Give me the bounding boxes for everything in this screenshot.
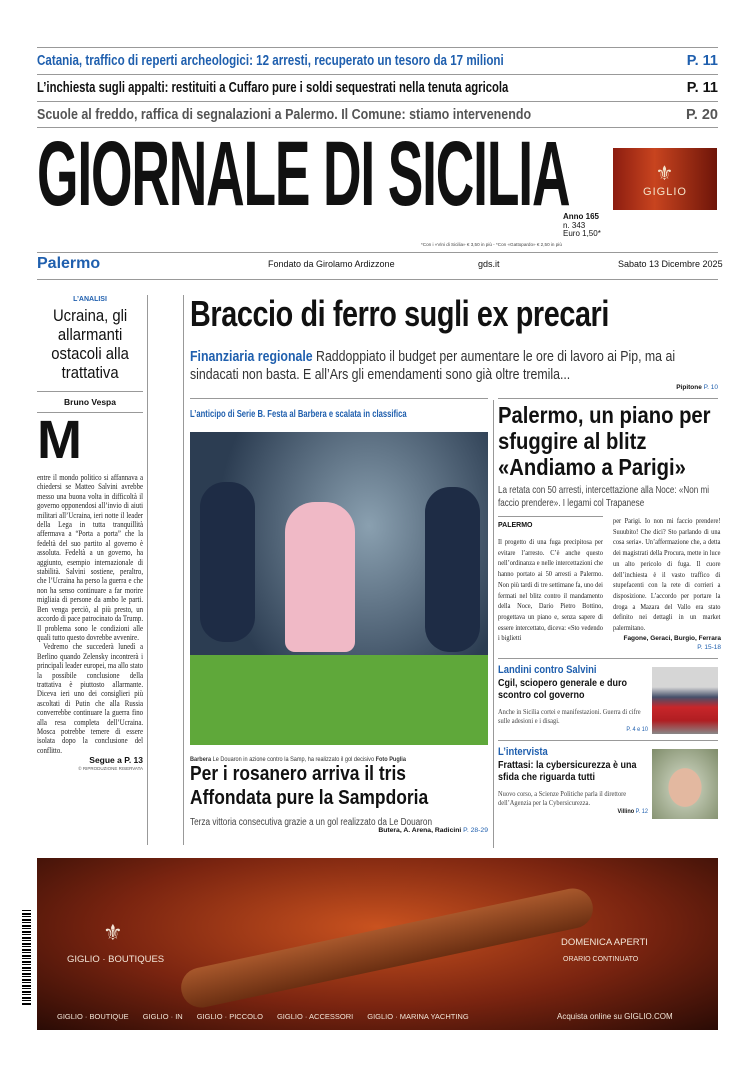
lead-article[interactable] [190, 292, 718, 392]
teaser-text: L’inchiesta sugli appalti: restituiti a Cuffaro pure i soldi sequestrati nella tenuta agricola [37, 80, 509, 96]
lily-icon: ⚜ [655, 162, 675, 185]
football-photo[interactable] [190, 432, 488, 745]
page-ref: P. 4 e 10 [626, 725, 648, 733]
ad-open: DOMENICA APERTI [561, 937, 648, 948]
page-ref: P. 12 [635, 807, 648, 815]
sport-summary: Terza vittoria consecutiva grazie a un gol realizzato da Le Douaron [190, 817, 433, 828]
photo-credit: Foto Puglia [375, 756, 406, 763]
dateline: PALERMO [498, 522, 533, 529]
intervista-headline: Frattasi: la cybersicurezza è una sfida che riguarda tutti [498, 758, 637, 784]
caption-place: Barbera [190, 756, 212, 763]
caption-text: Le Douaron in azione contro la Samp, ha realizzato il gol decisivo [212, 756, 375, 763]
store: GIGLIO · PICCOLO [196, 1012, 263, 1021]
teaser-page: P. 11 [686, 53, 718, 69]
intervista-article[interactable] [498, 746, 718, 819]
sport-kicker: L’anticipo di Serie B. Festa al Barbera e scalata in classifica [190, 409, 407, 420]
author: Butera, A. Arena, Radicini [378, 827, 462, 834]
lead-summary [190, 348, 717, 384]
issue-info [563, 213, 601, 239]
rights: © RIPRODUZIONE RISERVATA [78, 766, 143, 772]
giglio-advertisement[interactable] [37, 858, 718, 1030]
teaser-text: Catania, traffico di reperti archeologici: 12 arresti, recuperato un tesoro da 17 milioni [37, 53, 504, 69]
store: GIGLIO · IN [142, 1012, 183, 1021]
belt-image [177, 885, 596, 1011]
right-column [498, 402, 721, 819]
kicker: L’ANALISI [73, 296, 107, 303]
teaser-page: P. 20 [686, 106, 718, 123]
cgil-article[interactable] [498, 664, 718, 734]
lead-text: Raddoppiato il budget per aumentare le ore di lavoro ai Pip, ma ai sindacati non basta. E all’Ars gli emendamenti sono già oltre tremila... [190, 349, 676, 383]
author: Villino [617, 807, 635, 815]
sport-headline[interactable]: Per i rosanero arriva il tris Affondata pure la Sampdoria [190, 762, 429, 809]
lead-headline[interactable]: Braccio di ferro sugli ex precari [190, 293, 609, 334]
analisi-body-2: Vedremo che succederà lunedì a Berlino quando Zelensky incontrerà i principali leader europei, ma allo stato la possibile conclusione della trattativa è piuttosto allarmante. Diceva ieri uno dei consiglieri più ascoltati di Putin che alla Russia converrebbe continuare la guerra fino alla resa completa dell’Ucraina. Mosca potrebbe temere di essere isolata dopo la conclusione del conflitto. [37, 641, 144, 755]
teaser-2[interactable] [37, 74, 718, 101]
supplementi: *Con i «Vini di Sicilia» € 3,50 in più - *Con «Gattopardo» € 2,50 in più [421, 242, 562, 247]
page-ref: P. 28-29 [463, 827, 488, 834]
cgil-summary: Anche in Sicilia cortei e manifestazioni. Guerra di cifre sulle adesioni e i disagi. [498, 706, 641, 726]
sport-article[interactable] [190, 404, 488, 835]
lily-icon: ⚜ [103, 920, 123, 945]
ad-online: Acquista online su GIGLIO.COM [557, 1012, 673, 1021]
edition: Palermo [37, 255, 101, 272]
author: Bruno Vespa [64, 397, 116, 407]
blitz-headline[interactable]: Palermo, un piano per sfuggire al blitz «Andiamo a Parigi» [498, 402, 711, 480]
ad-hours: ORARIO CONTINUATO [563, 956, 639, 963]
ad-brand: GIGLIO · BOUTIQUES [67, 954, 165, 965]
kicker: Landini contro Salvini [498, 663, 597, 676]
store: GIGLIO · ACCESSORI [276, 1012, 354, 1021]
page-ref: P. 10 [703, 384, 718, 391]
intervista-summary: Nuovo corso, a Scienze Politiche parla il direttore dell’Agenzia per la Cybersicurezza. [498, 788, 627, 808]
founded: Fondato da Girolamo Ardizzone [268, 259, 395, 269]
author: Pipitone [676, 384, 702, 391]
logo-text: GIGLIO [643, 185, 687, 198]
dropcap: M [37, 410, 82, 470]
teaser-page: P. 11 [686, 80, 718, 96]
cgil-headline: Cgil, sciopero generale e duro scontro col governo [498, 676, 628, 702]
blitz-body [498, 516, 721, 652]
date: Sabato 13 Dicembre 2025 [618, 259, 723, 269]
store: GIGLIO · MARINA YACHTING [367, 1012, 469, 1021]
frattasi-photo [652, 749, 718, 819]
giglio-logo [613, 148, 717, 210]
kicker: L’intervista [498, 745, 548, 758]
author: Fagone, Geraci, Burgio, Ferrara [623, 634, 721, 642]
blitz-summary: La retata con 50 arresti, intercettazione alla Noce: «Non mi faccio prendere». I legami col Trapanese [498, 485, 709, 509]
ad-stores [57, 1012, 469, 1021]
analisi[interactable] [37, 295, 143, 772]
teaser-1[interactable] [37, 47, 718, 74]
teaser-text: Scuole al freddo, raffica di segnalazioni a Palermo. Il Comune: stiamo intervenendo [37, 106, 532, 123]
segue-link[interactable]: Segue a P. 13 [89, 755, 143, 766]
blitz-col-2: per Parigi. Io non mi faccio prendere! Suuubito! Che dici? Sto parlando di una cosa seria». Un’affermazione che, a detta dei magistrati della Procura, mette in luce un alto pericolo di fuga. Il cuore dell’inchiesta è il vasto traffico di stupefacenti con la rete di corrieri a disposizione. L’accordo per portare la droga a Mazara del Vallo era stato definito nei dettagli in un market palermitano. [613, 516, 721, 633]
barcode [22, 910, 31, 1006]
numero: n. 343 [563, 220, 586, 230]
lead-kicker: Finanziaria regionale [190, 349, 313, 365]
page-ref: P. 15-18 [697, 643, 721, 651]
anno: Anno 165 [563, 212, 600, 221]
analisi-body: entre il mondo politico si affannava a chiedersi se Matteo Salvini avrebbe messo una buona volta in difficoltà il governo opponendosi all’invio di aiuti militari all’Ucraina, ieri notte il leader della Lega in tutta tranquillità affermava a “Porta a porta” che la fedeltà del suo partito al governo è assoluta. Fedeltà a un governo, ha aggiunto, esempio internazionale di stabilità. Salvini sostiene, peraltro, che l’Ucraina ha perso la guerra e che non ha senso continuare a far morire migliaia di persone da ambo le parti. Ben venga perciò, al più presto, un accordo di pace patrocinato da Trump. Il problema sono le condizioni alle quali tutto questo dovrebbe avvenire. [37, 472, 144, 642]
store: GIGLIO · BOUTIQUE [57, 1012, 129, 1021]
prezzo: Euro 1,50* [563, 229, 601, 238]
blitz-col-1: Il progetto di una fuga precipitosa per evitare l’arresto. C’è anche questo nell’ordinanza e nelle intercettazioni che hanno portato ai 50 arresti a Palermo. Non più tardi di tre settimane fa, uno dei fermati nel blitz contro il mandamento della Noce, Dario Pietro Bottino, progettava un piano e, senza sapere di essere intercettato, diceva: «Sto vedendo i biglietti [498, 537, 603, 643]
site-link[interactable]: gds.it [478, 259, 500, 269]
protest-photo [652, 667, 718, 734]
masthead-title: GIORNALE DI SICILIA [37, 123, 570, 225]
analisi-title: Ucraina, gli allarmanti ostacoli alla trattativa [51, 307, 129, 382]
